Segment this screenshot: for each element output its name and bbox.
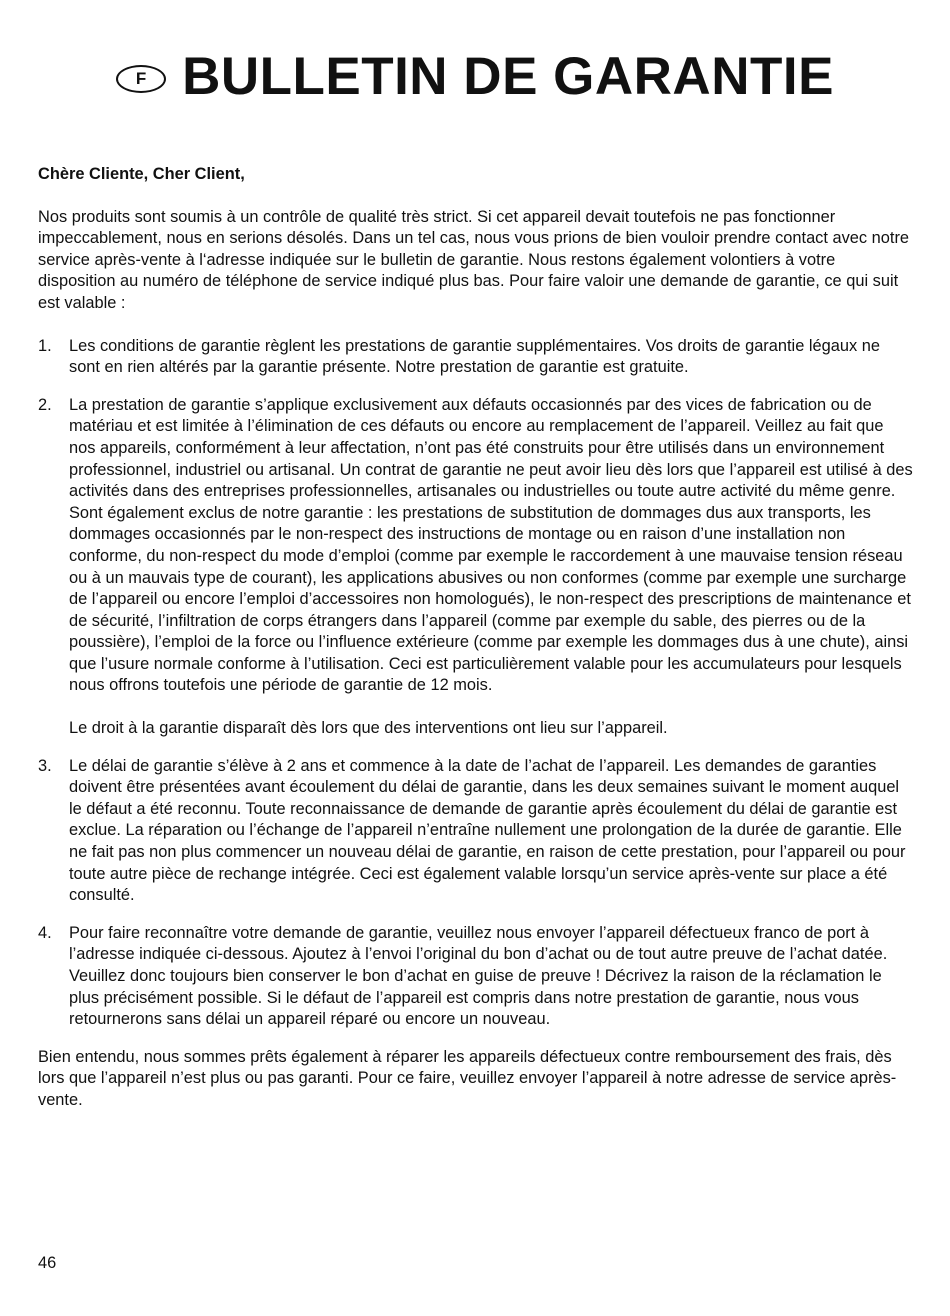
intro-paragraph: Nos produits sont soumis à un contrôle de qualité très strict. Si cet appareil devait toutefois ne pas fonctionner impeccablement, nous en serions désolés. Dans un tel cas, nous vous prions de bien vouloir prendre contact avec notre service après-vente à l‘adresse indiquée sur le bulletin de garantie. Nous restons également volontiers à votre disposition au numéro de téléphone de service indiqué plus bas. Pour faire valoir une demande de garantie, ce qui suit est valable :: [38, 207, 910, 312]
list-item-text: Pour faire reconnaître votre demande de garantie, veuillez nous envoyer l’appareil défectueux franco de port à l’adresse indiquée ci-dessous. Ajoutez à l’envoi l’original du bon d’achat ou de tout autre preuve de l’achat datée. Veuillez donc toujours bien conserver le bon d’achat en guise de preuve ! Décrivez la raison de la réclamation le plus précisément possible. Si le défaut de l’appareil est compris dans notre prestation de garantie, nous vous retournerons sans délai un appareil réparé ou encore un nouveau.: [69, 923, 888, 1029]
greeting: Chère Cliente, Cher Client,: [38, 165, 245, 183]
list-item: [38, 395, 914, 740]
list-item-text: Les conditions de garantie règlent les prestations de garantie supplémentaires. Vos droits de garantie légaux ne sont en rien altérés par la garantie présente. Notre prestation de garantie est gratuite.: [69, 336, 880, 377]
document-body: [38, 164, 914, 1133]
list-item-subtext: Le droit à la garantie disparaît dès lors que des interventions ont lieu sur l’appareil.: [69, 719, 668, 738]
list-item-number: 3.: [38, 756, 52, 775]
list-item-number: 4.: [38, 923, 52, 942]
list-item: [38, 336, 914, 379]
list-item-number: 2.: [38, 395, 52, 414]
header: [0, 47, 950, 106]
list-item-text: La prestation de garantie s’applique exclusivement aux défauts occasionnés par des vices de fabrication ou de matériau et est limitée à l’élimination de ces défauts ou encore au remplacement de l’appareil. Veillez au fait que nos appareils, conformément à leur affectation, n’ont pas été construits pour être utilisés dans un environnement professionnel, industriel ou artisanal. Un contrat de garantie ne peut avoir lieu dès lors que l’appareil est utilisé à des activités dans des entreprises professionnelles, artisanales ou industrielles ou toute autre activité du même genre. Sont également exclus de notre garantie : les prestations de substitution de dommages dus aux transports, les dommages occasionnés par le non-respect des instructions de montage ou en raison d’une installation non conforme, du non-respect du mode d’emploi (comme par exemple le raccordement à une mauvaise tension réseau ou à un mauvais type de courant), les applications abusives ou non conformes (comme par exemple une surcharge de l’appareil ou encore l’emploi d’accessoires non homologués), le non-respect des prescriptions de maintenance et de sécurité, l’infiltration de corps étrangers dans l’appareil (comme par exemple du sable, des pierres ou de la poussière), l’emploi de la force ou l’influence extérieure (comme par exemple les dommages dus à une chute), ainsi que l’usure normale conforme à l’utilisation. Ceci est particulièrement valable pour les accumulateurs pour lesquels nous offrons toutefois une période de garantie de 12 mois.: [69, 395, 913, 695]
page-number: 46: [38, 1254, 57, 1272]
country-code-badge: F: [116, 65, 166, 93]
list-item: [38, 923, 914, 1031]
list-item-number: 1.: [38, 336, 52, 355]
list-item-text: Le délai de garantie s’élève à 2 ans et commence à la date de l’achat de l’appareil. Les demandes de garanties doivent être présentées avant écoulement du délai de garantie, dans les deux semaines suivant le moment auquel le défaut a été reconnu. Toute reconnaissance de demande de garantie après écoulement du délai de garantie est exclue. La réparation ou l’échange de l’appareil n’entraîne nullement une prolongation de la durée de garantie. Elle ne fait pas non plus commencer un nouveau délai de garantie, en raison de cette prestation, pour l’appareil ou pour toute autre pièce de rechange intégrée. Ceci est également valable lorsqu’un service après-vente sur place a été consulté.: [69, 756, 906, 905]
closing-paragraph: Bien entendu, nous sommes prêts également à réparer les appareils défectueux contre remboursement des frais, dès lors que l’appareil n’est plus ou pas garanti. Pour ce faire, veuillez envoyer l’appareil à notre adresse de service après-vente.: [38, 1047, 897, 1109]
page-title: BULLETIN DE GARANTIE: [182, 47, 834, 106]
list-item: [38, 756, 914, 907]
